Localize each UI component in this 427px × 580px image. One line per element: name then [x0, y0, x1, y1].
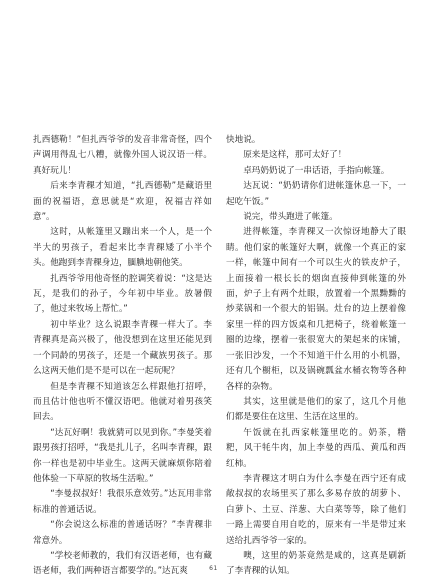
right-text-column	[226, 133, 406, 580]
paragraph: “李曼叔叔好！我很乐意效劳。”达瓦用非常标准的普通话说。	[33, 489, 212, 515]
paragraph: 其实，这里就是他们的家了，这几个月他们都是要住在这里、生活在这里的。	[226, 396, 406, 423]
paragraph: “学校老师教的，我们有汉语老师，也有藏语老师，我们两种语言都要学的。”达瓦爽	[33, 550, 212, 577]
paragraph: 进得帐篷，李青稞又一次惊讶地静大了眼睛。他们家的帐篷好大啊，就像一个真正的家一样，帐篷中间有一个可以生火的铁皮炉子，上面接着一根长长的烟囱直接伸到帐篷的外面，炉子上有两个灶眼，放置着一个黑黝黝的炒菜锅和一个很大的铝锅。灶台的边上摆着像家里一样的四方饭桌和几把椅子，绕着帐篷一圈的边缘，摆着一张很宽大的架起来的床铺，一张旧沙发，一个不知道干什么用的小机器，还有几个橱柜，以及锅碗瓢盆水桶衣物等各种各样的杂物。	[226, 227, 406, 392]
paragraph: 卓玛奶奶说了一串话语，手指向帐篷。	[243, 165, 390, 176]
paragraph: 但是李青稞不知道该怎么样跟他打招呼，而且估计他也听不懂汉语吧。他就对着男孩笑回去。	[33, 381, 212, 423]
paragraph: 达瓦说：“奶奶请你们进帐篷休息一下，一起吃午饭。”	[226, 181, 406, 207]
paragraph: 午饭就在扎西家帐篷里吃的。奶茶，糌粑，风干牦牛肉，加上李曼的西瓜、黄瓜和西红柿。	[226, 427, 406, 469]
paragraph: 原来是这样，那可太好了！	[243, 150, 347, 161]
paragraph: 噢，这里的奶茶竟然是咸的，这真是刷新了李青稞的认知。	[226, 550, 406, 577]
paragraph: “你会说这么标准的普通话呀？”李青稞非常意外。	[33, 520, 212, 546]
paragraph: 快地说。	[226, 135, 261, 145]
paragraph: 后来李青稞才知道，“扎西德勒”是藏语里面的祝福语，意思就是“欢迎，祝福吉祥如意”。	[33, 181, 212, 223]
paragraph: 扎西爷爷用他奇怪的腔调笑着说：“这是达瓦，是我们的孙子，今年初中毕业。放暑假了，他过来牧场上帮忙。”	[33, 273, 212, 315]
paragraph: 李青稞这才明白为什么李曼在西宁还有成敞叔叔的农场里买了那么多易存放的胡萝卜、白萝卜、土豆、洋葱、大白菜等等，除了他们一路上需要自用自吃的，原来有一半是带过来送给扎西爷爷一家的。	[226, 473, 406, 546]
paragraph: “达瓦好啊！我就猜可以见到你。”李曼笑着跟男孩打招呼，“我是扎儿子，名叫李青稞，跟你一样也是初中毕业生。这两天就麻烦你陪着他体验一下草原的牧场生活啦。”	[33, 427, 212, 484]
paragraph: 这时，从帐篷里又蹦出来一个人，是一个半大的男孩子，看起来比李青稞矮了小半个头。他跑到李青稞身边，腼腆地朝他笑。	[33, 227, 212, 269]
paragraph: 初中毕业？这么说跟李青稞一样大了。李青稞真是高兴极了，他没想到在这里还能见到一个同龄的男孩子，还是一个藏族男孩子。那么这两天他们是不是可以在一起玩呢？	[33, 319, 212, 377]
paragraph: 扎西德勒！”但扎西爷爷的发音非常奇怪，四个声调用得乱七八糟，就像外国人说汉语一样。真好玩儿！	[33, 135, 212, 176]
paragraph: 说完，带头跑进了帐篷。	[243, 212, 338, 223]
left-text-column	[33, 133, 212, 580]
page-number: 61	[209, 565, 218, 572]
